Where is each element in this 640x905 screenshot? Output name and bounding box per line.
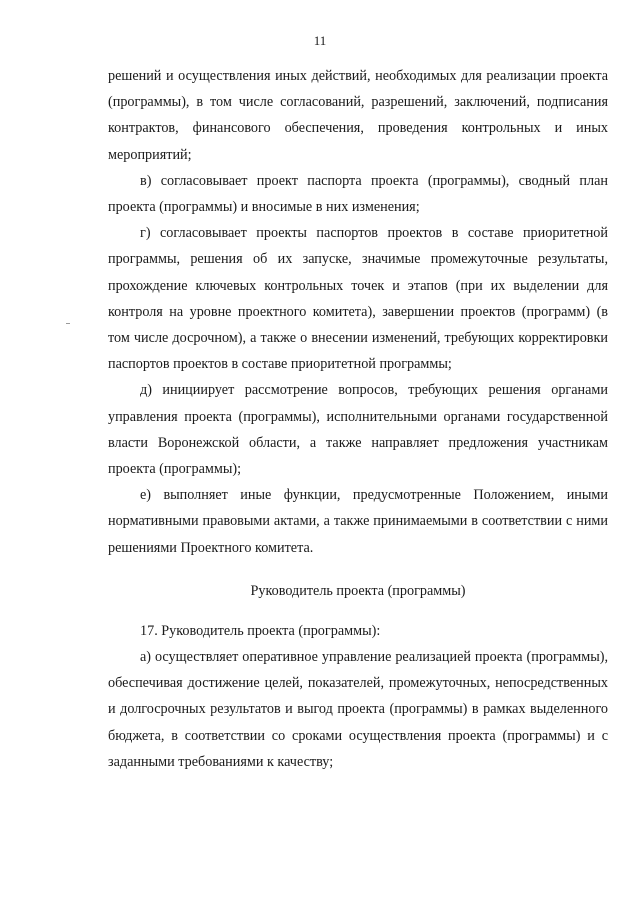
margin-mark xyxy=(66,323,70,324)
section-heading: Руководитель проекта (программы) xyxy=(250,582,466,599)
paragraph-item-a: а) осуществляет оперативное управление реализацией проекта (программы), обеспечивая достижение целей, показателей, промежуточных, непосредственных и долгосрочных результатов и выгод проекта (программы) в рамках выделенного бюджета, в соответствии со сроками осуществления проекта (программы) и с заданными требованиями к качеству; xyxy=(108,649,608,770)
paragraph-continuation: решений и осуществления иных действий, необходимых для реализации проекта (программы), в том числе согласований, разрешений, заключений, подписания контрактов, финансового обеспечения, проведения контрольных и иных мероприятий; xyxy=(108,68,608,163)
paragraph-item-e: е) выполняет иные функции, предусмотренные Положением, иными нормативными правовыми актами, а также принимаемыми в соответствии с ними решениями Проектного комитета. xyxy=(108,487,608,556)
paragraph-item-d: д) инициирует рассмотрение вопросов, требующих решения органами управления проекта (программы), исполнительными органами государственной власти Воронежской области, а также направляет предложения участникам проекта (программы); xyxy=(108,382,608,478)
document-body xyxy=(108,63,608,775)
paragraph-17: 17. Руководитель проекта (программы): xyxy=(140,622,381,639)
paragraph-item-g: г) согласовывает проекты паспортов проектов в составе приоритетной программы, решения об их запуске, значимые промежуточные результаты, прохождение ключевых контрольных точек и этапов (при их выделении для контроля на уровне проектного комитета), завершении проектов (программ) (в том числе досрочном), а также о внесении изменений, требующих корректировки паспортов проектов в составе приоритетной программы; xyxy=(108,225,608,373)
page-number: 11 xyxy=(313,33,327,48)
paragraph-item-v: в) согласовывает проект паспорта проекта (программы), сводный план проекта (программы) и вносимые в них изменения; xyxy=(108,172,608,216)
